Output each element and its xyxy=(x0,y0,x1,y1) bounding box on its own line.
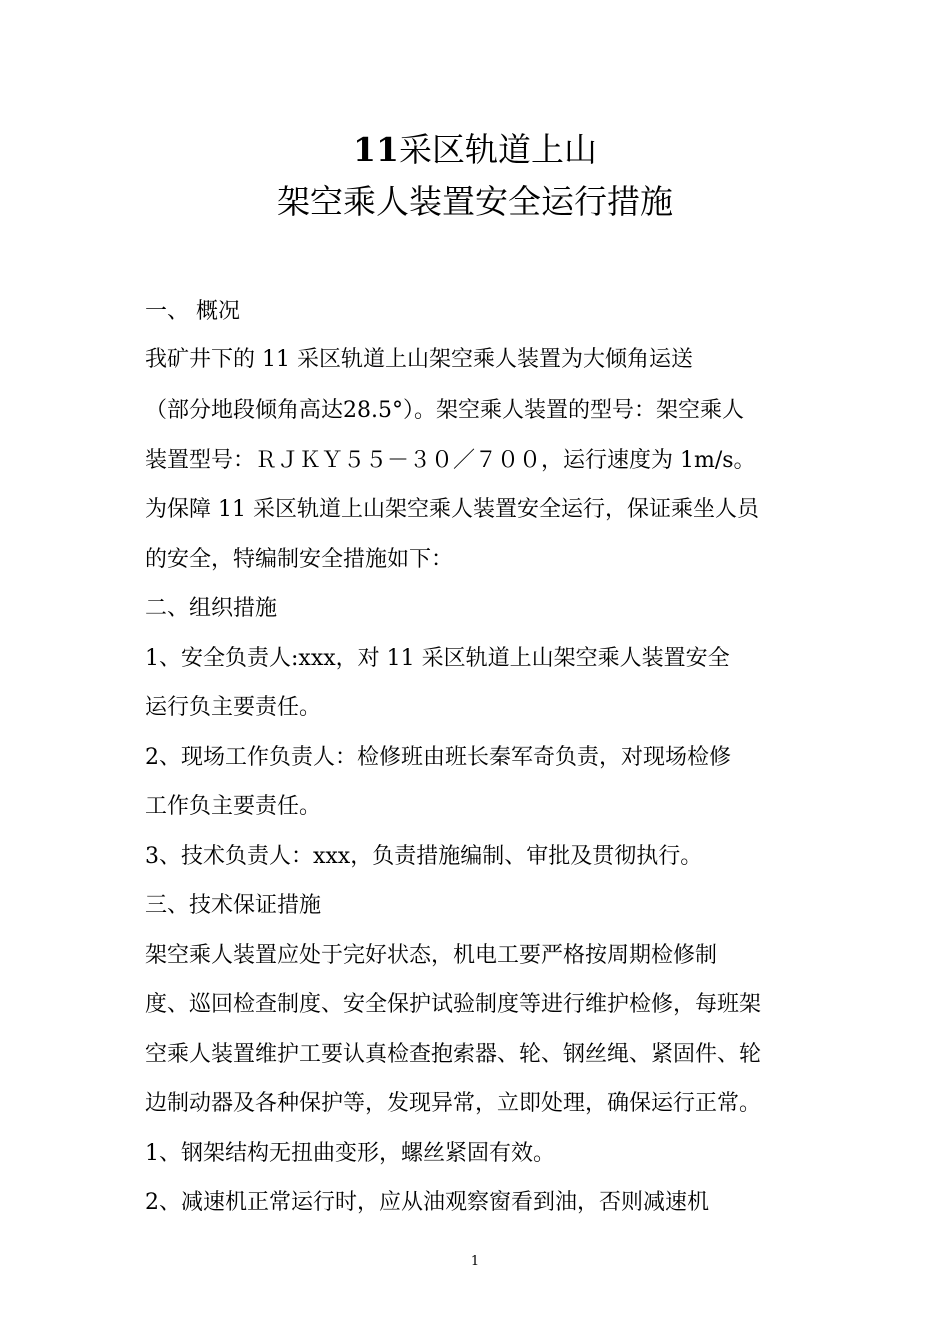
body-line: 2、现场工作负责人：检修班由班长秦军奇负责，对现场检修 xyxy=(145,745,731,770)
body-line: 边制动器及各种保护等，发现异常，立即处理，确保运行正常。 xyxy=(145,1091,762,1116)
body-line: 工作负主要责任。 xyxy=(145,794,322,819)
title-text: 采区轨道上山 xyxy=(398,130,597,169)
body-line: 1、钢架结构无扭曲变形，螺丝紧固有效。 xyxy=(145,1141,555,1166)
section-heading-technical: 三、技术保证措施 xyxy=(145,893,322,918)
body-line: 2、减速机正常运行时，应从油观察窗看到油，否则减速机 xyxy=(145,1190,709,1215)
body-line: 空乘人装置维护工要认真检查抱索器、轮、钢丝绳、紧固件、轮 xyxy=(145,1042,762,1067)
body-line: 架空乘人装置应处于完好状态，机电工要严格按周期检修制 xyxy=(145,943,718,968)
document-title-line-2: 架空乘人装置安全运行措施 xyxy=(277,182,673,221)
body-line: 的安全，特编制安全措施如下： xyxy=(145,547,454,572)
body-line: 装置型号：ＲＪＫＹ５５－３０／７００，运行速度为 1m/s。 xyxy=(145,448,756,473)
page-number: 1 xyxy=(470,1254,480,1269)
body-line: （部分地段倾角高达28.5°）。架空乘人装置的型号：架空乘人 xyxy=(145,398,744,423)
body-line: 度、巡回检查制度、安全保护试验制度等进行维护检修，每班架 xyxy=(145,992,762,1017)
body-line: 为保障 11 采区轨道上山架空乘人装置安全运行，保证乘坐人员 xyxy=(145,497,759,522)
section-heading-organization: 二、组织措施 xyxy=(145,596,278,621)
document-title-line-1 xyxy=(0,130,950,170)
body-line: 1、安全负责人:xxx，对 11 采区轨道上山架空乘人装置安全 xyxy=(145,646,730,671)
body-line: 我矿井下的 11 采区轨道上山架空乘人装置为大倾角运送 xyxy=(145,347,693,372)
body-line: 运行负主要责任。 xyxy=(145,695,322,720)
body-line: 3、技术负责人：xxx，负责措施编制、审批及贯彻执行。 xyxy=(145,844,703,869)
section-heading-overview: 一、 概况 xyxy=(145,299,240,324)
title-number: 11 xyxy=(353,130,399,169)
